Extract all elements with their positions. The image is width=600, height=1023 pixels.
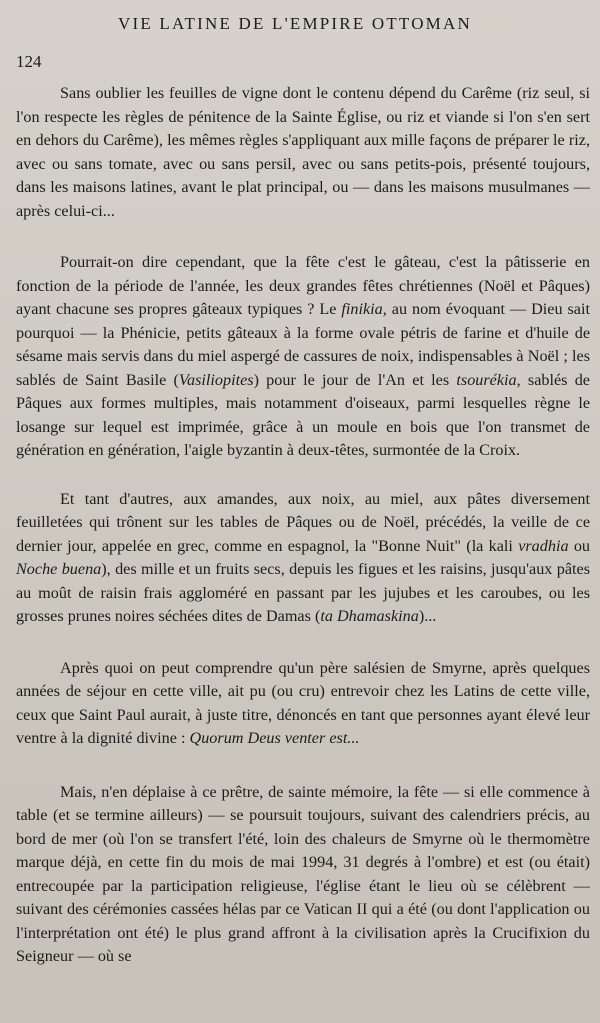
paragraph-feast (16, 781, 590, 969)
italic-term: vradhia (518, 536, 569, 555)
paragraph-dried-fruits (16, 488, 590, 629)
paragraph-text: ou (568, 536, 591, 555)
paragraph-vine-leaves (16, 82, 590, 223)
paragraph-text: Après quoi on peut comprendre qu'un père salésien de Smyrne, après quelques années de séjour en cette ville, ait pu (ou cru) entrevoir chez les Latins de cette ville, ceux que Saint Paul aurait, à juste titre, dénoncés en tant que personnes ayant élevé leur ventre à la dignité divine : (16, 658, 590, 747)
paragraph-text: Et tant d'autres, aux amandes, aux noix, au miel, aux pâtes diversement feuilletées qui trônent sur les tables de Pâques ou de Noël, précédés, la veille de ce dernier jour, appelée en grec, comme en espagnol, la "Bonne Nuit" (la kali (16, 489, 590, 555)
paragraph-text: , au nom évoquant — Dieu sait pourquoi — la Phénicie, petits gâteaux à la forme ovale pétris de farine et d'huile de sésame mais servis dans du miel aspergé de cassures de noix, indispensables à Noël ; les sablés de Saint Basile ( (16, 300, 590, 389)
paragraph-text: Sans oublier les feuilles de vigne dont le contenu dépend du Carême (riz seul, si l'on respecte les règles de pénitence de la Sainte Église, ou riz et viande si l'on s'en sert en dehors du Carême), les mêmes règles s'appliquant aux mille façons de préparer le riz, avec ou sans tomate, avec ou sans persil, avec ou sans petits-pois, présenté toujours, dans les maisons latines, avant le plat principal, ou — dans les maisons musulmanes — après celui-ci... (16, 84, 590, 220)
paragraph-text: , sablés de Pâques aux formes multiples, mais notamment d'oiseaux, parmi lesquelles règne le losange sur lequel est imprimée, grâce à un moule en bois que l'on transmet de génération en génération, l'aigle byzantin à deux-têtes, surmontée de la Croix. (16, 370, 590, 459)
italic-quote: Quorum Deus venter est... (189, 729, 360, 747)
italic-term: Noche buena (16, 560, 102, 578)
running-title: VIE LATINE DE L'EMPIRE OTTOMAN (118, 14, 472, 33)
italic-term: tsourékia (456, 370, 517, 389)
italic-term: Vasiliopites (178, 370, 254, 389)
paragraph-salesian-father (16, 657, 590, 751)
italic-term: ta Dhamaskina (320, 607, 419, 625)
paragraph-text: ), des mille et un fruits secs, depuis les figues et les raisins, jusqu'aux pâtes au moût de raisin frais aggloméré en passant par les jujubes et les caroubes, ou les grosses prunes noires séchées dites de Damas ( (16, 560, 590, 625)
paragraph-text: Mais, n'en déplaise à ce prêtre, de sainte mémoire, la fête — si elle commence à table (et se termine ailleurs) — se poursuit toujours, suivant des calendriers précis, au bord de mer (où l'on se transfert l'été, loin des chaleurs de Smyrne où le thermomètre marque déjà, en cette fin du mois de mai 1994, 31 degrés à l'ombre) et est (ou était) entrecoupée par la participation religieuse, l'église étant le lieu où se célèbrent — suivant des cérémonies cassées hélas par ce Vatican II qui a été (ou dont l'application ou l'interprétation ont été) le plus grand affront à la civilisation après la Crucifixion du Seigneur — où se (16, 782, 590, 965)
paragraph-pastries (16, 251, 590, 463)
italic-term: finikia (341, 300, 383, 318)
page-header (16, 8, 590, 71)
page-number: 124 (16, 52, 42, 71)
paragraph-text: Pourrait-on dire cependant, que la fête c'est le gâteau, c'est la pâtisserie en fonction de la période de l'année, les deux grandes fêtes chrétiennes (Noël et Pâques) ayant chacune ses propres gâteaux typiques ? Le (16, 253, 590, 318)
paragraph-text: ) pour le jour de l'An et les (253, 370, 457, 389)
paragraph-text: )... (418, 607, 437, 625)
